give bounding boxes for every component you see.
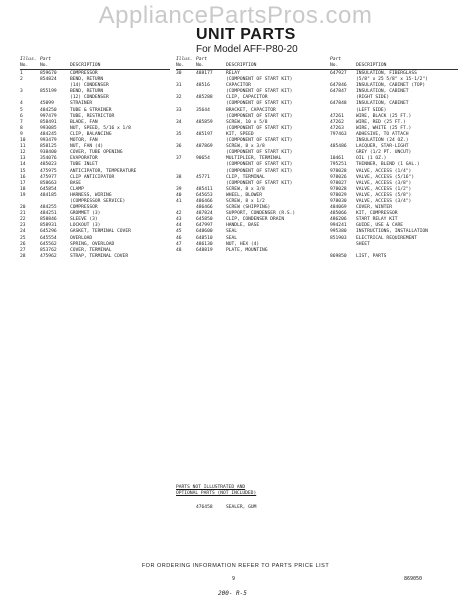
part-number: 475975: [40, 168, 57, 174]
illus-number: 43: [176, 217, 182, 223]
document-number: 869050: [404, 576, 423, 582]
illus-number: 1: [20, 71, 23, 76]
part-description: SCREW (SHIPPING): [226, 205, 271, 211]
part-description: HARNESS, WIRING: [70, 192, 112, 198]
header-no: No.: [196, 63, 205, 68]
part-number: 645850: [196, 217, 213, 223]
part-description: (RIGHT SIDE): [356, 95, 390, 101]
illus-number: 40: [176, 192, 182, 198]
part-description: OVERLOAD: [70, 235, 93, 241]
part-description: SUPPORT, CONDENSER (R.S.): [226, 211, 296, 217]
part-number: 978026: [330, 174, 347, 180]
part-number: 869850: [330, 253, 347, 259]
part-number: 858846: [40, 217, 57, 223]
part-description: START RELAY KIT: [356, 217, 398, 223]
illus-number: 15: [20, 168, 26, 174]
illus-number: 25: [20, 235, 26, 241]
part-number: 648510: [196, 235, 213, 241]
part-description: SPRING, OVERLOAD: [70, 241, 115, 247]
part-description: INSTRUCTIONS, INSTALLATION: [356, 229, 428, 235]
header-illus: Illus.: [176, 57, 193, 62]
illus-number: 36: [176, 144, 182, 150]
header-no: No.: [176, 63, 185, 68]
illus-number: 34: [176, 119, 182, 125]
illus-number: 21: [20, 211, 26, 217]
part-description: ADHESIVE, TO ATTACH: [356, 131, 409, 137]
part-description: LOCKOUT (3): [70, 223, 101, 229]
part-description: (COMPONENT OF START KIT): [226, 125, 293, 131]
illus-number: 14: [20, 162, 26, 168]
part-description: WIRE, RED (25 FT.): [356, 119, 406, 125]
part-number: 645653: [196, 192, 213, 198]
part-number: 647927: [330, 71, 347, 76]
illus-number: 32: [176, 95, 182, 101]
part-description: TUBE, RESTRICTOR: [70, 113, 115, 119]
part-description: BEND, RETURN: [70, 77, 104, 83]
page-number: 9: [232, 576, 236, 582]
illus-number: 33: [176, 107, 182, 113]
illus-number: 23: [20, 223, 26, 229]
part-description: OIL (1 OZ.): [356, 156, 387, 162]
part-number: 484255: [40, 205, 57, 211]
part-number: 10461: [330, 156, 344, 162]
part-number: 485859: [196, 119, 213, 125]
part-description: INSULATION, CABINET (TOP): [356, 83, 426, 89]
part-number: 938400: [40, 150, 57, 156]
illus-number: 27: [20, 247, 26, 253]
part-number: 47263: [330, 125, 344, 131]
part-description: SCREW, 10 x 5/8: [226, 119, 268, 125]
part-description: CAPACITOR: [226, 83, 251, 89]
part-number: 855199: [40, 89, 57, 95]
illus-number: 4: [20, 101, 23, 107]
header-no: No.: [20, 63, 29, 68]
part-number: 485197: [196, 131, 213, 137]
part-description: NUT, FAN (4): [70, 144, 104, 150]
part-number: 997479: [40, 113, 57, 119]
part-description: INSULATION (24 OZ.): [356, 138, 409, 144]
part-number: 978028: [330, 186, 347, 192]
illus-number: 18: [20, 186, 26, 192]
part-description: WHEEL, BLOWER: [226, 192, 262, 198]
part-description: (COMPONENT OF START KIT): [226, 162, 293, 168]
part-description: COMPRESSOR: [70, 71, 98, 76]
part-description: (14) CONDENSER: [70, 83, 109, 89]
part-description: KIT, SPEED: [226, 131, 254, 137]
part-description: TUBE INLET: [70, 162, 98, 168]
part-description: NUT, HEX (4): [226, 241, 260, 247]
part-number: 487824: [196, 211, 213, 217]
illus-number: 16: [20, 174, 26, 180]
part-number: 858491: [40, 119, 57, 125]
parts-row: [176, 248, 326, 254]
part-number: 475977: [40, 174, 57, 180]
part-description: CLIP, CONDENSER DRAIN: [226, 217, 285, 223]
part-description: (COMPONENT OF START KIT): [226, 138, 293, 144]
part-number: 854824: [40, 77, 57, 83]
part-number: 645854: [40, 186, 57, 192]
part-description: SEAL: [226, 229, 238, 235]
illus-number: 3: [20, 89, 23, 95]
part-description: COMPRESSOR: [70, 205, 98, 211]
part-description: MULTIPLIER, TERMINAL: [226, 156, 282, 162]
part-description: SHEET: [356, 241, 370, 247]
illus-number: 13: [20, 156, 26, 162]
illus-number: 31: [176, 83, 182, 89]
part-number: 647997: [196, 223, 213, 229]
part-number: 795251: [330, 162, 347, 168]
illus-number: 28: [20, 253, 26, 259]
part-description: GREY (1/2 PT. UNCUT): [356, 150, 412, 156]
part-number: 853762: [40, 247, 57, 253]
part-number: 648600: [196, 229, 213, 235]
part-description: LACQUER, STAR-LIGHT: [356, 144, 409, 150]
part-number: 995380: [330, 229, 347, 235]
part-description: EVAPORATOR: [70, 156, 98, 162]
illus-number: 30: [176, 71, 182, 76]
part-description: VALVE, ACCESS (3/4"): [356, 198, 412, 204]
parts-row: [318, 254, 458, 260]
illus-number: 19: [20, 192, 26, 198]
part-description: GROMMET (3): [70, 211, 101, 217]
illus-number: 26: [20, 241, 26, 247]
part-description: (12) CONDENSER: [70, 95, 109, 101]
part-description: VALVE, ACCESS (3/8"): [356, 180, 412, 186]
illus-number: 5: [20, 107, 23, 113]
illus-number: 17: [20, 180, 26, 186]
part-number: 993085: [40, 125, 57, 131]
part-number: 475962: [40, 253, 57, 259]
note-line: PARTS NOT ILLUSTRATED AND: [176, 485, 246, 490]
part-description: INSULATION, CABINET: [356, 101, 409, 107]
part-number: 484069: [330, 205, 347, 211]
watermark: AppliancePartsPros.com: [98, 2, 373, 29]
part-description: STRAINER: [70, 101, 93, 107]
part-description: CLIP, TERMINAL: [226, 174, 265, 180]
part-description: MOTOR, FAN: [70, 138, 98, 144]
part-description: CLAMP: [70, 186, 84, 192]
part-description: KIT, COMPRESSOR: [356, 211, 398, 217]
part-description: COVER, WINTER: [356, 205, 392, 211]
illus-number: 9: [20, 131, 23, 137]
part-description: BEND, RETURN: [70, 89, 104, 95]
part-description: WIRE, BLACK (25 FT.): [356, 113, 412, 119]
illus-number: 45: [176, 229, 182, 235]
illus-number: 48: [176, 247, 182, 253]
part-description: ELECTRICAL REQUIREMENT: [356, 235, 417, 241]
part-description: PLATE, MOUNTING: [226, 247, 268, 253]
part-description: CLIP, BALANCING: [70, 131, 112, 137]
part-description: INSULATION, FIBERGLASS: [356, 71, 417, 76]
part-number: 45771: [196, 174, 210, 180]
part-number: 648819: [196, 247, 213, 253]
parts-row: [20, 254, 170, 260]
part-description: VALVE, ACCESS (1/4"): [356, 168, 412, 174]
illus-number: 7: [20, 119, 23, 125]
part-number: 486466: [196, 205, 213, 211]
part-description: CLIP, CAPACITOR: [226, 95, 268, 101]
header-illus: Illus.: [20, 57, 37, 62]
illus-number: 24: [20, 229, 26, 235]
illus-number: 6: [20, 113, 23, 119]
parts-column-1: [20, 57, 170, 260]
header-no: No.: [330, 63, 339, 68]
part-number: 645554: [40, 235, 57, 241]
part-number: 48516: [196, 83, 210, 89]
part-number: 858663: [40, 180, 57, 186]
part-description: VALVE, ACCESS (1/2"): [356, 186, 412, 192]
illus-number: 22: [20, 217, 26, 223]
part-number: 485066: [330, 211, 347, 217]
part-number: 797463: [330, 131, 347, 137]
part-description: (LEFT SIDE): [356, 107, 387, 113]
illus-number: 38: [176, 174, 182, 180]
part-number: 647847: [330, 89, 347, 95]
part-description: HANDLE, BASE: [226, 223, 260, 229]
part-number: 90654: [196, 156, 210, 162]
part-number: 485023: [40, 162, 57, 168]
illus-number: 2: [20, 77, 23, 83]
part-description: CLIP ANTICIPATOR: [70, 174, 115, 180]
part-description: (COMPONENT OF START KIT): [226, 180, 293, 186]
part-number: 994241: [330, 223, 347, 229]
part-description: BASE: [70, 180, 82, 186]
part-number: 859670: [40, 71, 57, 76]
part-number: 484245: [40, 131, 57, 137]
part-description: (COMPONENT OF START KIT): [226, 168, 293, 174]
illus-number: 37: [176, 156, 182, 162]
illus-number: 41: [176, 198, 182, 204]
part-number: 485486: [330, 144, 347, 150]
part-description: TUBE & STRAINER: [70, 107, 112, 113]
part-number: 485411: [196, 186, 213, 192]
part-description: VALVE, ACCESS (5/16"): [356, 174, 415, 180]
note-line: OPTIONAL PARTS (NOT INCLUDED): [176, 491, 257, 496]
part-number: 486130: [196, 241, 213, 247]
part-number: 645562: [40, 241, 57, 247]
illus-number: 42: [176, 211, 182, 217]
illus-number: 46: [176, 235, 182, 241]
part-number: 978028: [330, 168, 347, 174]
part-number: 993479: [40, 138, 57, 144]
part-description: (COMPONENT OF START KIT): [226, 113, 293, 119]
part-number: 978027: [330, 180, 347, 186]
part-description: (COMPRESSOR SERVICE): [70, 198, 126, 204]
part-number: 645296: [40, 229, 57, 235]
part-description: WIRE, WHITE (25 FT.): [356, 125, 412, 131]
part-number: 35644: [196, 107, 210, 113]
part-number: 486466: [196, 198, 213, 204]
parts-column-3: [318, 57, 458, 260]
parts-column-2: [176, 57, 326, 254]
part-number: 647846: [330, 83, 347, 89]
part-number: 487869: [196, 144, 213, 150]
part-description: SCREW, 8 x 1/2: [226, 198, 265, 204]
page-subtitle: For Model AFF-P80-20: [196, 44, 298, 55]
part-number: 484250: [40, 107, 57, 113]
part-description: (COMPONENT OF START KIT): [226, 101, 293, 107]
illus-number: 39: [176, 186, 182, 192]
header-part: Part: [40, 57, 52, 62]
part-number: 978030: [330, 198, 347, 204]
part-description: COVER, TERMINAL: [70, 247, 112, 253]
part-description: LIST, PARTS: [356, 253, 387, 259]
part-number: 45099: [40, 101, 54, 107]
part-description: SCREW, 8 x 3/8: [226, 186, 265, 192]
header-description: DESCRIPTION: [356, 63, 387, 68]
part-description: (5/8" x 25 5/8" x 15-1/2"): [356, 77, 428, 83]
part-number: 647848: [330, 101, 347, 107]
part-description: (COMPONENT OF START KIT): [226, 77, 293, 83]
illus-number: 11: [20, 144, 26, 150]
part-description: ANTICIPATOR, TEMPERATURE: [70, 168, 137, 174]
header-part: Part: [330, 57, 342, 62]
page-title: UNIT PARTS: [196, 26, 296, 43]
illus-number: 10: [20, 138, 26, 144]
header-description: DESCRIPTION: [70, 63, 101, 68]
part-description: (COMPONENT OF START KIT): [226, 89, 293, 95]
part-description: GUIDE, USE & CARE: [356, 223, 404, 229]
part-description: THINNER, BLEND (1 GAL.): [356, 162, 420, 168]
illus-number: 20: [20, 205, 26, 211]
part-number: 485288: [196, 95, 213, 101]
header-part: Part: [196, 57, 208, 62]
not-illustrated-note: [176, 485, 256, 497]
part-description: COVER, TUBE OPENING: [70, 150, 123, 156]
part-number: 488177: [196, 71, 213, 76]
illus-number: 47: [176, 241, 182, 247]
sealer-description: SEALER, GUM: [226, 505, 257, 510]
part-description: VALVE, ACCESS (5/8"): [356, 192, 412, 198]
part-description: BRACKET, CAPACITOR: [226, 107, 276, 113]
part-number: 484251: [40, 211, 57, 217]
part-description: GASKET, TERMINAL COVER: [70, 229, 131, 235]
part-number: 47261: [330, 113, 344, 119]
part-description: SLEEVE (3): [70, 217, 98, 223]
part-description: NUT, SPEED, 5/16 x 1/8: [70, 125, 131, 131]
part-description: BLADE, FAN: [70, 119, 98, 125]
part-description: SCREW, 8 x 3/8: [226, 144, 265, 150]
header-description: DESCRIPTION: [226, 63, 257, 68]
part-number: 858931: [40, 223, 57, 229]
part-number: 484185: [40, 192, 57, 198]
part-description: RELAY: [226, 71, 240, 76]
part-description: SEAL: [226, 235, 238, 241]
part-number: 486206: [330, 217, 347, 223]
part-number: 47262: [330, 119, 344, 125]
illus-number: 44: [176, 223, 182, 229]
part-description: INSULATION, CABINET: [356, 89, 409, 95]
illus-number: 12: [20, 150, 26, 156]
part-number: 858125: [40, 144, 57, 150]
header-no: No.: [40, 63, 49, 68]
part-number: 354076: [40, 156, 57, 162]
part-description: STRAP, TERMINAL COVER: [70, 253, 129, 259]
part-description: (COMPONENT OF START KIT): [226, 150, 293, 156]
part-number: 851903: [330, 235, 347, 241]
illus-number: 8: [20, 125, 23, 131]
sealer-part-number: 476458: [196, 505, 213, 510]
part-number: 978029: [330, 192, 347, 198]
handwritten-note: 200- R-5: [218, 590, 247, 597]
illus-number: 35: [176, 131, 182, 137]
ordering-note: FOR ORDERING INFORMATION REFER TO PARTS PRICE LIST: [141, 563, 330, 569]
